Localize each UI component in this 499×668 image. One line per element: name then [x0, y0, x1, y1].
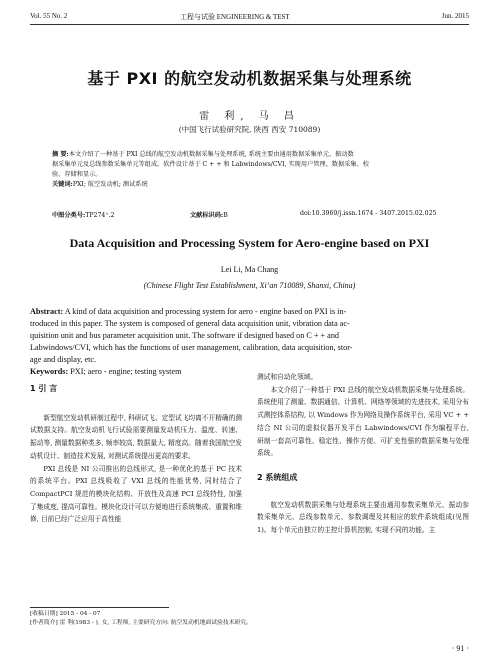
doi: doi:10.3969/j.issn.1674 - 3407.2015.02.025 — [300, 210, 437, 217]
doc-label: 文献标识码: — [190, 212, 224, 219]
english-title: Data Acquisition and Processing System for Aero-engine based on PXI — [69, 236, 430, 250]
english-abstract-l1: A kind of data acquisition and processing system for aero - engine based on PXI is in- — [63, 307, 347, 316]
english-keywords: PXI; aero - engine; testing system — [68, 367, 182, 376]
clc-code — [52, 210, 115, 219]
paper-authors: 雷 利, 马 昌 — [199, 111, 300, 122]
header-volume: Vol. 55 No. 2 — [30, 12, 68, 20]
section-1-heading: 1 引 言 — [30, 384, 58, 393]
clc-label: 中图分类号: — [52, 212, 86, 219]
right-paragraph-2: 航空发动机数据采集与处理系统主要由通用参数采集单元、振动参数采集单元、总线参数单元、参数调理及其相应的软件系统组成(见图 1)。每个单元由独立的主控计算机控制, 实现不同的功能。主 — [257, 500, 469, 535]
english-affiliation: (Chinese Flight Test Establishment, Xi’an 710089, Shanxi, China) — [143, 281, 356, 290]
english-keywords-label: Keywords: — [30, 367, 69, 376]
header-journal: 工程与试验 ENGINEERING & TEST — [180, 13, 290, 21]
keywords-cn: PXI; 航空发动机; 测试系统 — [72, 181, 148, 188]
left-paragraph-1: 新型航空发动机研制过程中, 科研试飞、定型试飞均离不开精确的测试数据支持。航空发动机飞行试验需要测量发动机压力、温度、转速、振动等, 测量数据种类多, 频率较高, 数据量大, 精度高。随着我国航空发动机设计、制造技术发展, 对测试系统提出更高的要求。 — [30, 413, 242, 460]
english-abstract-label: Abstract: — [30, 307, 64, 316]
header-date: Jun. 2015 — [441, 12, 469, 20]
english-abstract-l3: quisition unit and bus parameter acquisition unit. The software if designed based on C + + and — [30, 331, 340, 340]
abstract-cn-label: 摘 要: — [52, 151, 69, 158]
right-paragraph-1: 本文介绍了一种基于 PXI 总线的航空发动机数据采集与处理系统。系统使用了测量、数据通信、计算机、网络等领域的先进技术, 采用分布式测控体系结构, 以 Windows 作为网络及操作系统平台, 采用 VC + + 结合 NI 公司的虚拟仪器开发平台 Labwindows/CVI 作为编程平台, 研制一套高可靠性、稳定性、操作方便、可扩充性强的数据采集与处理系统。 — [257, 385, 469, 458]
page-number: · 91 · — [451, 644, 469, 653]
footnote-received: [收稿日期] 2015 - 04 - 07 — [30, 611, 101, 617]
right-column — [257, 371, 469, 537]
english-abstract-l5: age and display, etc. — [30, 355, 97, 364]
abstract-cn — [52, 150, 452, 190]
english-abstract-l4: Labwindows/CVI, which has the functions of user management, calibration, data acquisition, stor- — [30, 343, 353, 352]
paper-affiliation: (中国飞行试验研究院, 陕西 西安 710089) — [178, 125, 321, 134]
section-2-heading: 2 系统组成 — [257, 472, 298, 482]
right-paragraph-0: 测试和自动化领域。 — [257, 373, 318, 381]
english-abstract-l2: troduced in this paper. The system is composed of general data acquisition unit, vibration data ac- — [30, 319, 350, 328]
doc-code — [190, 210, 228, 219]
english-abstract — [30, 306, 470, 378]
abstract-cn-line1: 本文介绍了一种基于 PXI 总线的航空发动机数据采集与处理系统, 系统主要由通用数据采集单元、振动数 — [68, 151, 354, 158]
footnote-rule — [30, 607, 169, 608]
abstract-cn-line2: 据采集单元及总线参数采集单元等组成。软件设计基于 C + + 和 Labwindows/CVI, 实现用户管理、数据采集、校 — [52, 161, 369, 168]
header-rule — [30, 24, 469, 25]
english-authors: Lei Li, Ma Chang — [220, 265, 279, 274]
keywords-cn-label: 关键词: — [52, 181, 73, 188]
clc-value: TP274⁺.2 — [85, 212, 115, 219]
paper-title: 基于 PXI 的航空发动机数据采集与处理系统 — [87, 69, 412, 88]
doc-value: B — [223, 212, 228, 219]
abstract-cn-line3: 验、存储和显示。 — [52, 171, 102, 178]
left-paragraph-2: PXI 总线是 NI 公司推出的总线形式, 是一种优化的基于 PC 技术的系统平台。PXI 总线吸收了 VXI 总线的性能优势, 同时结合了 CompactPCI 规范的模块化结构、开放性及高速 PCI 总线特性, 加强了集成度, 提高可靠性。模块化设计可以方便地进行系统集成、重置和维修, 目前已经广泛应用于高性能 — [30, 464, 242, 524]
footnote-author: [作者简介] 雷 利(1983 - ), 女, 工程师, 主要研究方向: 航空发动机地面试验技术研究。 — [30, 620, 252, 626]
left-column — [30, 383, 242, 526]
